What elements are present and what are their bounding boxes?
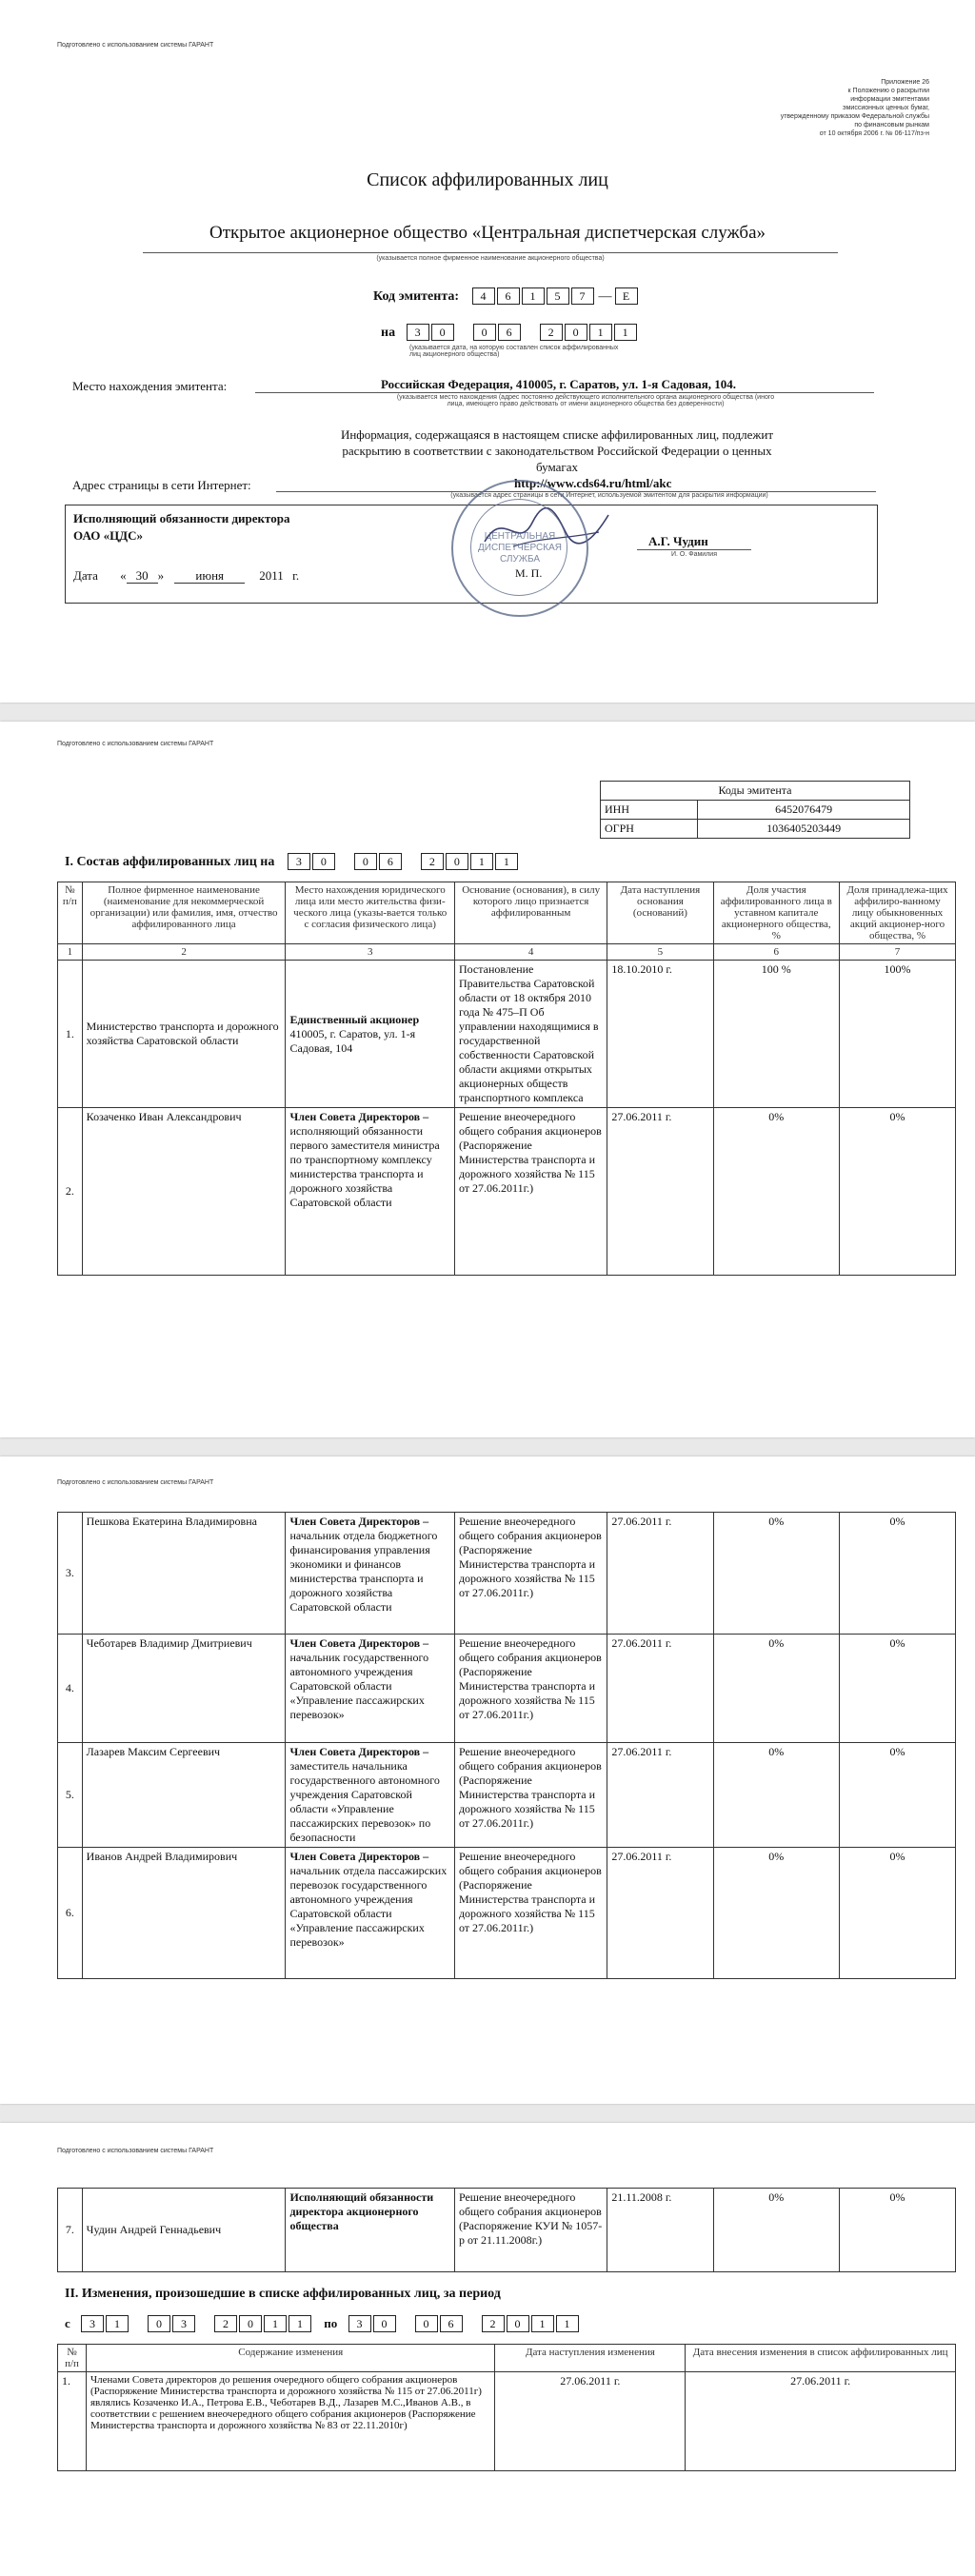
issuer-codes-table: Коды эмитента ИНН 6452076479 ОГРН 1036405203449 — [600, 781, 910, 839]
company-note: (указывается полное фирменное наименование акционерного общества) — [376, 255, 605, 262]
company-seal: ЦЕНТРАЛЬНАЯ ДИСПЕТЧЕРСКАЯ СЛУЖБА — [451, 480, 588, 617]
page-title: Список аффилированных лиц — [367, 169, 608, 190]
web-note: (указывается адрес страницы в сети Интернет, используемой эмитентом для раскрытия информации) — [450, 492, 768, 499]
table-row: 6. Иванов Андрей Владимирович Член Совета Директоров – начальник отдела пассажирских перевозок государственного автономного учреждения Саратовской области «Управление пассажирских перевозок» Решение внеочередного общего собрания акционеров (Распоряжение Министерства транспорта и дорожного хозяйства № 115 от 27.06.2011г.) 27.06.2011 г. 0% 0% — [58, 1848, 956, 1979]
signature-block: Исполняющий обязанности директора ОАО «ЦДС» Дата « 30 » июня 2011 г. М. П. А.Г. Чудин И. О. Фамилия — [65, 505, 878, 604]
garant-note: Подготовлено с использованием системы ГАРАНТ — [57, 2148, 214, 2154]
table-header-row: № п/п Содержание изменения Дата наступления изменения Дата внесения изменения в список аффилированных лиц — [58, 2345, 956, 2372]
document-page-4 — [0, 2123, 975, 2576]
disclosure-info: Информация, содержащаяся в настоящем списке аффилированных лиц, подлежит раскрытию в соответствии с законодательством Российской Федерации о ценных бумагах — [340, 427, 774, 474]
location-label: Место нахождения эмитента: — [72, 379, 228, 393]
section-2-title: II. Изменения, произошедшие в списке аффилированных лиц, за период — [65, 2287, 501, 2301]
web-label: Адрес страницы в сети Интернет: — [72, 478, 251, 492]
signer-name: А.Г. Чудин — [648, 534, 708, 548]
list-date-row: на 3 0 0 6 2 0 1 1 — [381, 324, 639, 341]
document-page-1 — [0, 0, 975, 703]
table-row: 1. Министерство транспорта и дорожного хозяйства Саратовской области Единственный акционер 410005, г. Саратов, ул. 1-я Садовая, 104 Постановление Правительства Саратовской области от 18 октября 2010 года № 475–П Об управлении находящимися в государственной собственности Саратовской области акциями открытых акционерных обществ транспортного комплекса 18.10.2010 г. 100 % 100% — [58, 961, 956, 1108]
table-row: 1. Членами Совета директоров до решения очередного общего собрания акционеров (Распоряжение Министерства транспорта и дорожного хозяйства № 115 от 27.06.2011г) являлись Козаченко И.А., Петрова Е.В., Чеботарев В.Д., Лазарев М.С.,Иванов А.В., в соответствии с решением внеочередного общего собрания акционеров (Распоряжение Министерства транспорта и дорожного хозяйства № 83 от 22.11.2010г) 27.06.2011 г. 27.06.2011 г. — [58, 2372, 956, 2471]
table-header-row: № п/п Полное фирменное наименование (наименование для некоммерческой организации) или фамилия, имя, отчество аффилированного лица Место нахождения юридического лица или место жительства физи-ческого лица (указы-вается только с согласия физического лица) Основание (основания), в силу которого лицо признается аффилированным Дата наступления основания (оснований) Доля участия аффилированного лица в уставном капитале акционерного общества, % Доля принадлежа-щих аффилиро-ванному лицу обыкновенных акций акционер-ного общества, % — [58, 882, 956, 944]
list-date-note: (указывается дата, на которую составлен список аффилированных лиц акционерного общества) — [409, 345, 619, 358]
company-name: Открытое акционерное общество «Центральная диспетчерская служба» — [209, 223, 766, 243]
appendix-block: Приложение 26 к Положению о раскрытии информации эмитентами эмиссионных ценных бумаг, утвержденному приказом Федеральной службы по финансовым рынкам от 10 октября 2006 г. № 06-117/пз-н — [780, 79, 929, 137]
document-page-2 — [0, 722, 975, 1437]
issuer-code-row: Код эмитента: 4 6 1 5 7 — E — [373, 287, 640, 305]
table-row: 7. Чудин Андрей Геннадьевич Исполняющий обязанности директора акционерного общества Решение внеочередного общего собрания акционеров (Распоряжение КУИ № 1057- р от 21.11.2008г.) 21.11.2008 г. 0% 0% — [58, 2189, 956, 2272]
garant-note: Подготовлено с использованием системы ГАРАНТ — [57, 42, 214, 49]
changes-table — [57, 2344, 956, 2471]
table-row: 3. Пешкова Екатерина Владимировна Член Совета Директоров – начальник отдела бюджетного финансирования управления экономики и финансов министерства транспорта и дорожного хозяйства Саратовской области Решение внеочередного общего собрания акционеров (Распоряжение Министерства транспорта и дорожного хозяйства № 115 от 27.06.2011г.) 27.06.2011 г. 0% 0% — [58, 1513, 956, 1635]
period-row: с 3 1 0 3 2 0 1 1 по 3 0 0 6 2 0 1 1 — [65, 2315, 581, 2332]
column-number-row: 1 2 3 4 5 6 7 — [58, 944, 956, 961]
section-1-title-row: I. Состав аффилированных лиц на 3 0 0 6 2 0 1 1 — [65, 853, 520, 870]
table-row: 4. Чеботарев Владимир Дмитриевич Член Совета Директоров – начальник государственного автономного учреждения Саратовской области «Управление пассажирских перевозок» Решение внеочередного общего собрания акционеров (Распоряжение Министерства транспорта и дорожного хозяйства № 115 от 27.06.2011г.) 27.06.2011 г. 0% 0% — [58, 1635, 956, 1743]
mp-mark: М. П. — [515, 566, 543, 580]
garant-note: Подготовлено с использованием системы ГАРАНТ — [57, 1479, 214, 1486]
table-row: 2. Козаченко Иван Александрович Член Совета Директоров – исполняющий обязанности первого заместителя министра по транспортному комплексу министерства транспорта и дорожного хозяйства Саратовской области Решение внеочередного общего собрания акционеров (Распоряжение Министерства транспорта и дорожного хозяйства № 115 от 27.06.2011г.) 27.06.2011 г. 0% 0% — [58, 1108, 956, 1276]
table-row: 5. Лазарев Максим Сергеевич Член Совета Директоров – заместитель начальника государственного автономного учреждения Саратовской области «Управление пассажирских перевозок» по безопасности Решение внеочередного общего собрания акционеров (Распоряжение Министерства транспорта и дорожного хозяйства № 115 от 27.06.2011г.) 27.06.2011 г. 0% 0% — [58, 1743, 956, 1848]
issuer-code-label: Код эмитента: — [373, 289, 460, 304]
location-value: Российская Федерация, 410005, г. Саратов, ул. 1-я Садовая, 104. — [381, 377, 736, 391]
web-link[interactable]: http://www.cds64.ru/html/akc — [514, 476, 672, 490]
affiliates-table-part3 — [57, 2188, 956, 2272]
affiliates-table-part1 — [57, 882, 956, 1276]
affiliates-table-part2 — [57, 1512, 956, 1979]
location-note: (указывается место нахождения (адрес постоянно действующего исполнительного органа акционерного общества (иного лица, имеющего право действовать от имени акционерного общества без доверенности) — [396, 394, 775, 407]
document-page-3 — [0, 1456, 975, 2104]
garant-note: Подготовлено с использованием системы ГАРАНТ — [57, 741, 214, 747]
